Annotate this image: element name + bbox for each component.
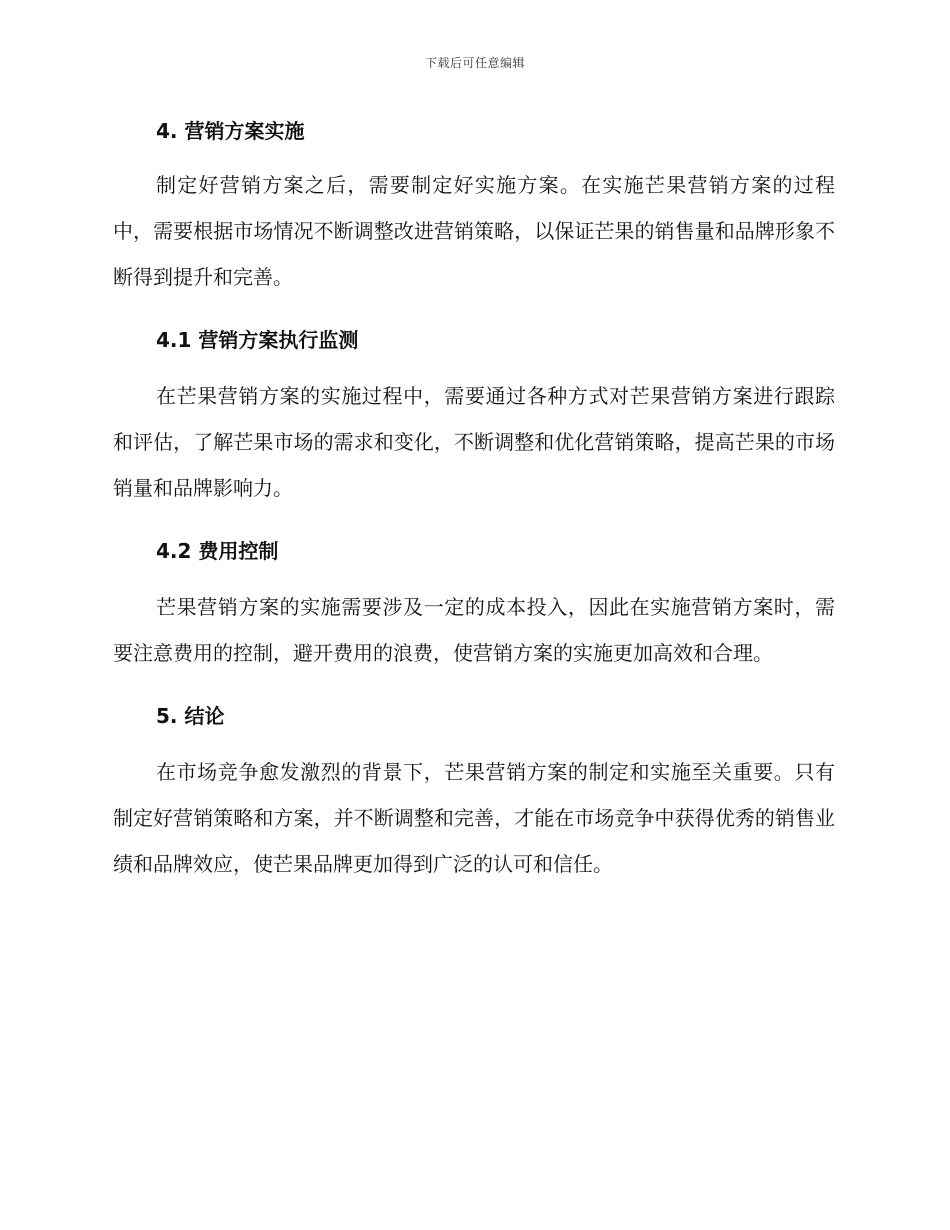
section-paragraph-monitoring: 在芒果营销方案的实施过程中，需要通过各种方式对芒果营销方案进行跟踪和评估，了解芒果市场的需求和变化，不断调整和优化营销策略，提高芒果的市场销量和品牌影响力。 <box>113 384 835 500</box>
section-heading-cost-control: 4.2 费用控制 <box>156 539 279 563</box>
section-paragraph-implementation: 制定好营销方案之后，需要制定好实施方案。在实施芒果营销方案的过程中，需要根据市场情况不断调整改进营销策略，以保证芒果的销售量和品牌形象不断得到提升和完善。 <box>113 173 835 289</box>
section-heading-monitoring: 4.1 营销方案执行监测 <box>156 328 359 352</box>
section-paragraph-conclusion: 在市场竞争愈发激烈的背景下，芒果营销方案的制定和实施至关重要。只有制定好营销策略和方案，并不断调整和完善，才能在市场竞争中获得优秀的销售业绩和品牌效应，使芒果品牌更加得到广泛的认可和信任。 <box>113 760 835 876</box>
section-paragraph-cost-control: 芒果营销方案的实施需要涉及一定的成本投入，因此在实施营销方案时，需要注意费用的控制，避开费用的浪费，使营销方案的实施更加高效和合理。 <box>113 595 835 665</box>
document-body <box>113 112 835 887</box>
section-heading-implementation: 4. 营销方案实施 <box>156 119 305 143</box>
section-heading-conclusion: 5. 结论 <box>156 704 225 728</box>
page-header: 下载后可任意编辑 <box>424 56 525 70</box>
